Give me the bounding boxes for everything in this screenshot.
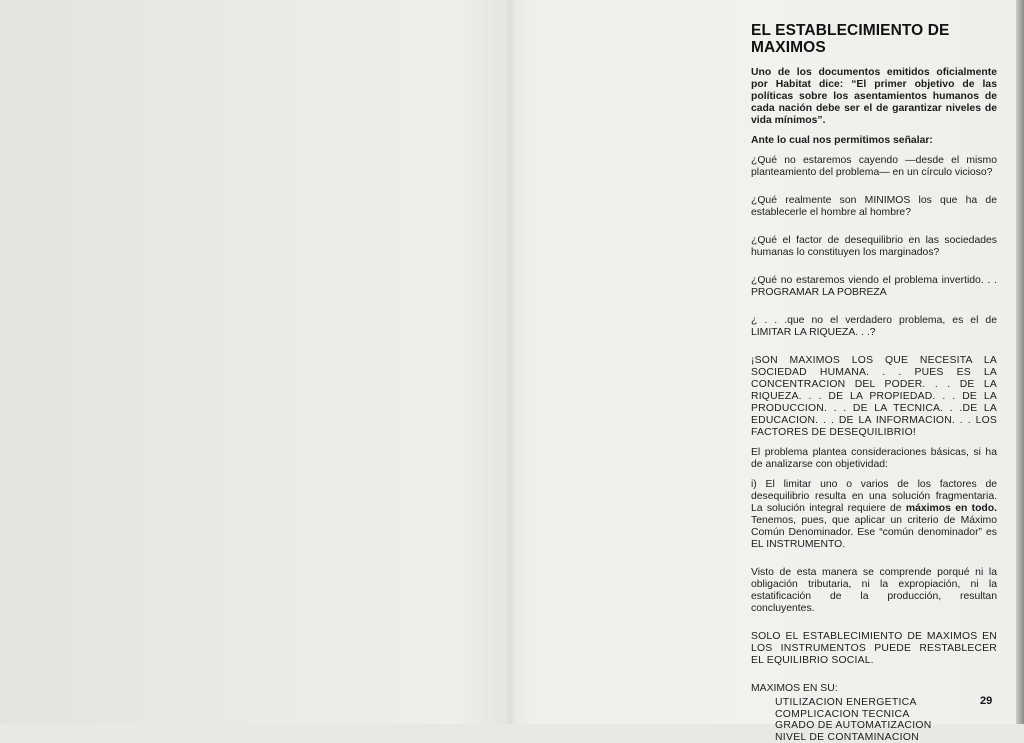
question-marginados: ¿Qué el factor de desequilibrio en las sociedades humanas lo constituyen los marginados? bbox=[751, 235, 997, 258]
list-item: GRADO DE AUTOMATIZACION bbox=[775, 720, 932, 732]
question-pobreza: ¿Qué no estaremos viendo el problema invertido. . . PROGRAMAR LA POBREZA bbox=[751, 275, 997, 298]
paragraph-solo: SOLO EL ESTABLECIMIENTO DE MAXIMOS EN LOS INSTRUMENTOS PUEDE RESTABLECER EL EQUILIBRIO SOCIAL. bbox=[751, 631, 997, 666]
page-title: EL ESTABLECIMIENTO DE MAXIMOS bbox=[751, 22, 950, 56]
limitar-text-b: Tenemos, pues, que aplicar un criterio de Máximo Común Denominador. Ese “común denominador” es EL INSTRUMENTO. bbox=[751, 515, 997, 550]
list-item: NIVEL DE CONTAMINACION bbox=[775, 731, 920, 743]
question-circulo: ¿Qué no estaremos cayendo —desde el mismo planteamiento del problema— en un círculo vicioso? bbox=[751, 155, 997, 178]
paragraph-ante: Ante lo cual nos permitimos señalar: bbox=[751, 135, 933, 146]
paragraph-maximos-caps: ¡SON MAXIMOS LOS QUE NECESITA LA SOCIEDAD HUMANA. . . PUES ES LA CONCENTRACION DEL PODER. . . DE LA RIQUEZA. . . DE LA PROPIEDAD. . . DE LA PRODUCCION. . . DE LA TECNICA. . .DE LA EDUCACION. . . DE LA INFORMACION. . . LOS FACTORES DE DESEQUILIBRIO! bbox=[751, 355, 997, 438]
text-column bbox=[751, 22, 997, 743]
maximos-list bbox=[775, 697, 997, 743]
limitar-text-a: i) El limitar uno o varios de los factores de desequilibrio resulta en una solución fragmentaria. La solución integral requiere de bbox=[751, 479, 997, 514]
list-item: UTILIZACION ENERGETICA bbox=[775, 697, 917, 708]
question-minimos: ¿Qué realmente son MINIMOS los que ha de establecerle el hombre al hombre? bbox=[751, 195, 997, 218]
paragraph-consideraciones: El problema plantea consideraciones básicas, si ha de analizarse con objetividad: bbox=[751, 447, 997, 470]
paragraph-limitar bbox=[751, 479, 997, 551]
question-riqueza: ¿ . . .que no el verdadero problema, es el de LIMITAR LA RIQUEZA. . .? bbox=[751, 315, 997, 338]
book-gutter bbox=[505, 0, 515, 724]
page-number: 29 bbox=[980, 695, 993, 707]
limitar-bold: máximos en todo. bbox=[905, 503, 998, 514]
paragraph-maximos-en-su: MAXIMOS EN SU: bbox=[751, 683, 838, 694]
paragraph-intro: Uno de los documentos emitidos oficialmente por Habitat dice: “El primer objetivo de las políticas sobre los asentamientos humanos de cada nación debe ser el de garantizar niveles de vida mínimos”. bbox=[751, 67, 997, 126]
page-edge bbox=[1016, 0, 1024, 724]
paragraph-visto: Visto de esta manera se comprende porqué ni la obligación tributaria, ni la expropiación, ni la estatificación de la producción, resultan concluyentes. bbox=[751, 567, 997, 614]
list-item: COMPLICACION TECNICA bbox=[775, 708, 910, 720]
